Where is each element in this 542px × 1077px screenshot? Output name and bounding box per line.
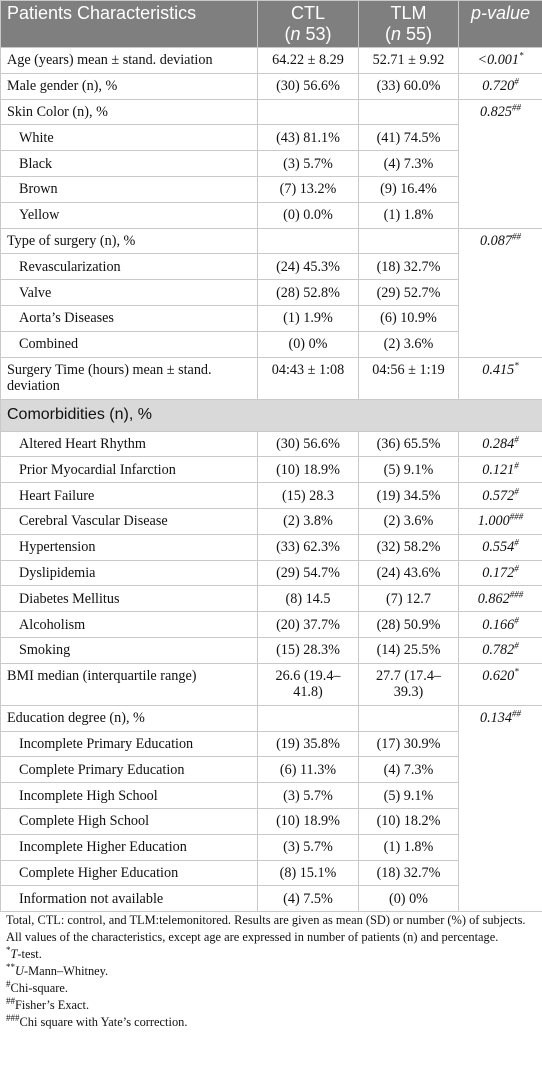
p-value: 0.284# [459, 431, 542, 457]
p-value-empty [459, 860, 542, 886]
table-row [1, 663, 542, 705]
p-value-empty [459, 834, 542, 860]
tlm-value: 27.7 (17.4–39.3) [359, 663, 459, 705]
ctl-value: (29) 54.7% [258, 560, 359, 586]
p-value: 0.172# [459, 560, 542, 586]
header-row [1, 1, 542, 48]
ctl-value: (7) 13.2% [258, 176, 359, 202]
table-row [1, 637, 542, 663]
table-row [1, 757, 542, 783]
tlm-value: (6) 10.9% [359, 305, 459, 331]
row-label: Altered Heart Rhythm [1, 431, 258, 457]
table-row [1, 808, 542, 834]
p-value: 0.825## [459, 99, 542, 125]
ctl-value: (30) 56.6% [258, 73, 359, 99]
table-row [1, 534, 542, 560]
p-value: <0.001* [459, 48, 542, 74]
table-row [1, 125, 542, 151]
ctl-value: (0) 0.0% [258, 202, 359, 228]
p-value: 0.572# [459, 483, 542, 509]
ctl-value: (19) 35.8% [258, 731, 359, 757]
section-title: Comorbidities (n), % [1, 399, 542, 431]
p-value: 0.620* [459, 663, 542, 705]
p-value-empty [459, 783, 542, 809]
p-value-empty [459, 125, 542, 151]
ctl-value: 04:43 ± 1:08 [258, 357, 359, 399]
ctl-value: (30) 56.6% [258, 431, 359, 457]
table-row [1, 483, 542, 509]
row-label: Brown [1, 176, 258, 202]
p-value-empty [459, 305, 542, 331]
p-value-empty [459, 331, 542, 357]
row-label: Information not available [1, 886, 258, 912]
ctl-value: (28) 52.8% [258, 280, 359, 306]
tlm-value: (18) 32.7% [359, 860, 459, 886]
header-ctl: CTL (n 53) [258, 1, 359, 48]
row-label: Age (years) mean ± stand. deviation [1, 48, 258, 74]
row-label: Valve [1, 280, 258, 306]
ctl-value [258, 99, 359, 125]
tlm-value: (28) 50.9% [359, 612, 459, 638]
row-label: Incomplete Higher Education [1, 834, 258, 860]
p-value: 0.134## [459, 705, 542, 731]
tlm-value: (41) 74.5% [359, 125, 459, 151]
ctl-value: (20) 37.7% [258, 612, 359, 638]
p-value-empty [459, 808, 542, 834]
tlm-value: (1) 1.8% [359, 834, 459, 860]
table-row [1, 357, 542, 399]
tlm-value: (32) 58.2% [359, 534, 459, 560]
tlm-value: 04:56 ± 1:19 [359, 357, 459, 399]
tlm-value: (2) 3.6% [359, 331, 459, 357]
tlm-value: (4) 7.3% [359, 151, 459, 177]
ctl-value: (15) 28.3% [258, 637, 359, 663]
ctl-value: (1) 1.9% [258, 305, 359, 331]
tlm-value: (18) 32.7% [359, 254, 459, 280]
header-characteristics: Patients Characteristics [1, 1, 258, 48]
ctl-value: (4) 7.5% [258, 886, 359, 912]
tlm-value [359, 99, 459, 125]
ctl-value [258, 228, 359, 254]
p-value: 0.782# [459, 637, 542, 663]
row-label: Incomplete High School [1, 783, 258, 809]
tlm-value: (4) 7.3% [359, 757, 459, 783]
header-tlm: TLM (n 55) [359, 1, 459, 48]
row-label: Incomplete Primary Education [1, 731, 258, 757]
table-row [1, 254, 542, 280]
ctl-value: (2) 3.8% [258, 508, 359, 534]
table-row [1, 431, 542, 457]
p-value-empty [459, 280, 542, 306]
table-row [1, 508, 542, 534]
row-label: Complete Higher Education [1, 860, 258, 886]
p-value-empty [459, 731, 542, 757]
section-row-comorbidities [1, 399, 542, 431]
p-value-empty [459, 151, 542, 177]
tlm-value: (9) 16.4% [359, 176, 459, 202]
tlm-value: (5) 9.1% [359, 783, 459, 809]
p-value-empty [459, 886, 542, 912]
row-label: Skin Color (n), % [1, 99, 258, 125]
p-value: 0.720# [459, 73, 542, 99]
row-label: Education degree (n), % [1, 705, 258, 731]
tlm-value: (10) 18.2% [359, 808, 459, 834]
ctl-value: (10) 18.9% [258, 808, 359, 834]
tlm-value: (17) 30.9% [359, 731, 459, 757]
ctl-value: (3) 5.7% [258, 151, 359, 177]
row-label: Black [1, 151, 258, 177]
row-label: Aorta’s Diseases [1, 305, 258, 331]
row-label: Complete High School [1, 808, 258, 834]
ctl-value: (3) 5.7% [258, 834, 359, 860]
table-row [1, 560, 542, 586]
footnote-chi-square: #Chi-square. [6, 978, 68, 995]
table-row [1, 731, 542, 757]
tlm-value: (0) 0% [359, 886, 459, 912]
tlm-value: (33) 60.0% [359, 73, 459, 99]
tlm-value: (36) 65.5% [359, 431, 459, 457]
row-label: White [1, 125, 258, 151]
p-value-empty [459, 757, 542, 783]
row-label: Type of surgery (n), % [1, 228, 258, 254]
p-value: 0.087## [459, 228, 542, 254]
footnote-yates: ###Chi square with Yate’s correction. [6, 1012, 188, 1029]
row-label: Combined [1, 331, 258, 357]
header-p-value: p-value [459, 1, 542, 48]
table-row [1, 457, 542, 483]
ctl-value: (6) 11.3% [258, 757, 359, 783]
tlm-value [359, 705, 459, 731]
row-label: Diabetes Mellitus [1, 586, 258, 612]
table-row [1, 73, 542, 99]
p-value: 0.862### [459, 586, 542, 612]
ctl-value: (33) 62.3% [258, 534, 359, 560]
tlm-value: (29) 52.7% [359, 280, 459, 306]
table-row [1, 151, 542, 177]
table-row [1, 99, 542, 125]
ctl-value: (43) 81.1% [258, 125, 359, 151]
table-row [1, 280, 542, 306]
ctl-value: (10) 18.9% [258, 457, 359, 483]
table-row [1, 783, 542, 809]
ctl-value: 26.6 (19.4–41.8) [258, 663, 359, 705]
table-row [1, 228, 542, 254]
tlm-value [359, 228, 459, 254]
row-label: Surgery Time (hours) mean ± stand. deviation [1, 357, 258, 399]
tlm-value: (5) 9.1% [359, 457, 459, 483]
p-value: 0.554# [459, 534, 542, 560]
table-footnotes [6, 912, 536, 1031]
tlm-value: (19) 34.5% [359, 483, 459, 509]
table-row [1, 176, 542, 202]
row-label: Heart Failure [1, 483, 258, 509]
tlm-value: (7) 12.7 [359, 586, 459, 612]
tlm-value: (2) 3.6% [359, 508, 459, 534]
table-row [1, 202, 542, 228]
table-row [1, 586, 542, 612]
p-value: 0.121# [459, 457, 542, 483]
row-label: BMI median (interquartile range) [1, 663, 258, 705]
p-value: 0.166# [459, 612, 542, 638]
footnote-fisher: ##Fisher’s Exact. [6, 995, 90, 1012]
table-row [1, 305, 542, 331]
ctl-value: (15) 28.3 [258, 483, 359, 509]
p-value-empty [459, 176, 542, 202]
table-row [1, 331, 542, 357]
p-value: 1.000### [459, 508, 542, 534]
tlm-value: (24) 43.6% [359, 560, 459, 586]
footnote-t-test: *T-test. [6, 944, 42, 961]
ctl-value: 64.22 ± 8.29 [258, 48, 359, 74]
table-row [1, 886, 542, 912]
p-value-empty [459, 202, 542, 228]
ctl-value: (0) 0% [258, 331, 359, 357]
ctl-value: (8) 15.1% [258, 860, 359, 886]
row-label: Prior Myocardial Infarction [1, 457, 258, 483]
row-label: Cerebral Vascular Disease [1, 508, 258, 534]
row-label: Hypertension [1, 534, 258, 560]
row-label: Smoking [1, 637, 258, 663]
ctl-value: (24) 45.3% [258, 254, 359, 280]
ctl-value: (3) 5.7% [258, 783, 359, 809]
row-label: Complete Primary Education [1, 757, 258, 783]
tlm-value: 52.71 ± 9.92 [359, 48, 459, 74]
row-label: Dyslipidemia [1, 560, 258, 586]
row-label: Revascularization [1, 254, 258, 280]
footnote-mann-whitney: **U-Mann–Whitney. [6, 961, 109, 978]
row-label: Alcoholism [1, 612, 258, 638]
table-row [1, 860, 542, 886]
footnote-main: Total, CTL: control, and TLM:telemonitored. Results are given as mean (SD) or number (%) of subjects. All values of the characteristics, except age are expressed in number of patients (n) and percentage. [6, 913, 526, 944]
tlm-value: (1) 1.8% [359, 202, 459, 228]
table-row [1, 48, 542, 74]
p-value-empty [459, 254, 542, 280]
table-row [1, 612, 542, 638]
ctl-value [258, 705, 359, 731]
row-label: Male gender (n), % [1, 73, 258, 99]
table-row [1, 834, 542, 860]
table-row [1, 705, 542, 731]
p-value: 0.415* [459, 357, 542, 399]
row-label: Yellow [1, 202, 258, 228]
tlm-value: (14) 25.5% [359, 637, 459, 663]
ctl-value: (8) 14.5 [258, 586, 359, 612]
